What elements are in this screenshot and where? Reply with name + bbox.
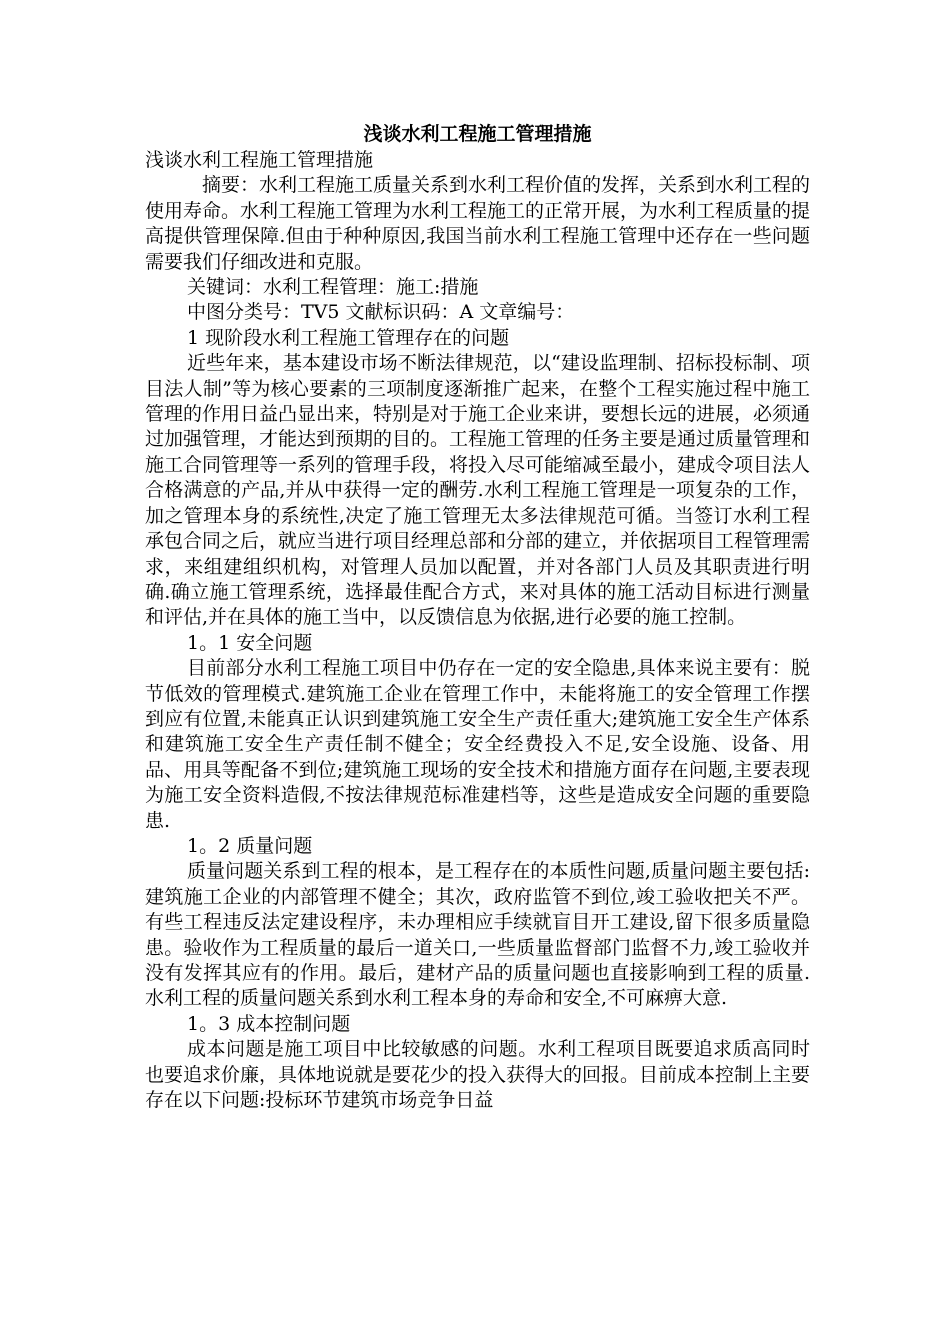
abstract-paragraph: 摘要：水利工程施工质量关系到水利工程价值的发挥，关系到水利工程的使用寿命。水利工程施工管理为水利工程施工的正常开展，为水利工程质量的提高提供管理保障.但由于种种原因,我国当前水利工程施工管理中还存在一些问题需要我们仔细改进和克服。 xyxy=(145,174,811,273)
section-1-2-paragraph: 质量问题关系到工程的根本，是工程存在的本质性问题,质量问题主要包括:建筑施工企业的内部管理不健全；其次，政府监管不到位,竣工验收把关不严。有些工程违反法定建设程序，未办理相应手续就盲目开工建设,留下很多质量隐患。验收作为工程质量的最后一道关口,一些质量监督部门监督不力,竣工验收并没有发挥其应有的作用。最后，建材产品的质量问题也直接影响到工程的质量.水利工程的质量问题关系到水利工程本身的寿命和安全,不可麻痹大意. xyxy=(145,860,810,1010)
keywords-line: 关键词：水利工程管理：施工:措施 xyxy=(187,276,479,299)
document-title: 浅谈水利工程施工管理措施 xyxy=(363,123,592,145)
section-1-2-heading: 1。2 质量问题 xyxy=(187,834,313,857)
section-1-3-heading: 1。3 成本控制问题 xyxy=(187,1012,351,1035)
section-1-3-paragraph: 成本问题是施工项目中比较敏感的问题。水利工程项目既要追求质高同时也要追求价廉，具体地说就是要花少的投入获得大的回报。目前成本控制上主要存在以下问题:投标环节建筑市场竞争日益 xyxy=(145,1038,811,1112)
section-1-heading: 1 现阶段水利工程施工管理存在的问题 xyxy=(187,326,510,349)
section-1-1-heading: 1。1 安全问题 xyxy=(187,631,313,654)
classification-line: 中图分类号：TV5 文献标识码：A 文章编号： xyxy=(187,301,575,324)
section-1-1-paragraph: 目前部分水利工程施工项目中仍存在一定的安全隐患,具体来说主要有：脱节低效的管理模式.建筑施工企业在管理工作中，未能将施工的安全管理工作摆到应有位置,未能真正认识到建筑施工安全生产责任重大;建筑施工安全生产体系和建筑施工安全生产责任制不健全；安全经费投入不足,安全设施、设备、用品、用具等配备不到位;建筑施工现场的安全技术和措施方面存在问题,主要表现为施工安全资料造假,不按法律规范标准建档等，这些是造成安全问题的重要隐患. xyxy=(145,657,810,832)
document-subtitle: 浅谈水利工程施工管理措施 xyxy=(145,149,374,171)
section-1-paragraph: 近些年来，基本建设市场不断法律规范，以“建设监理制、招标投标制、项目法人制”等为核心要素的三项制度逐渐推广起来，在整个工程实施过程中施工管理的作用日益凸显出来，特别是对于施工企业来讲，要想长远的进展，必须通过加强管理，才能达到预期的目的。工程施工管理的任务主要是通过质量管理和施工合同管理等一系列的管理手段，将投入尽可能缩减至最小，建成令项目法人合格满意的产品,并从中获得一定的酬劳.水利工程施工管理是一项复杂的工作，加之管理本身的系统性,决定了施工管理无太多法律规范可循。当签订水利工程承包合同之后，就应当进行项目经理总部和分部的建立，并依据项目工程管理需求，来组建组织机构，对管理人员加以配置，并对各部门人员及其职责进行明确.确立施工管理系统，选择最佳配合方式，来对具体的施工活动目标进行测量和评估,并在具体的施工当中，以反馈信息为依据,进行必要的施工控制。 xyxy=(145,352,811,629)
document-page xyxy=(145,120,810,1113)
